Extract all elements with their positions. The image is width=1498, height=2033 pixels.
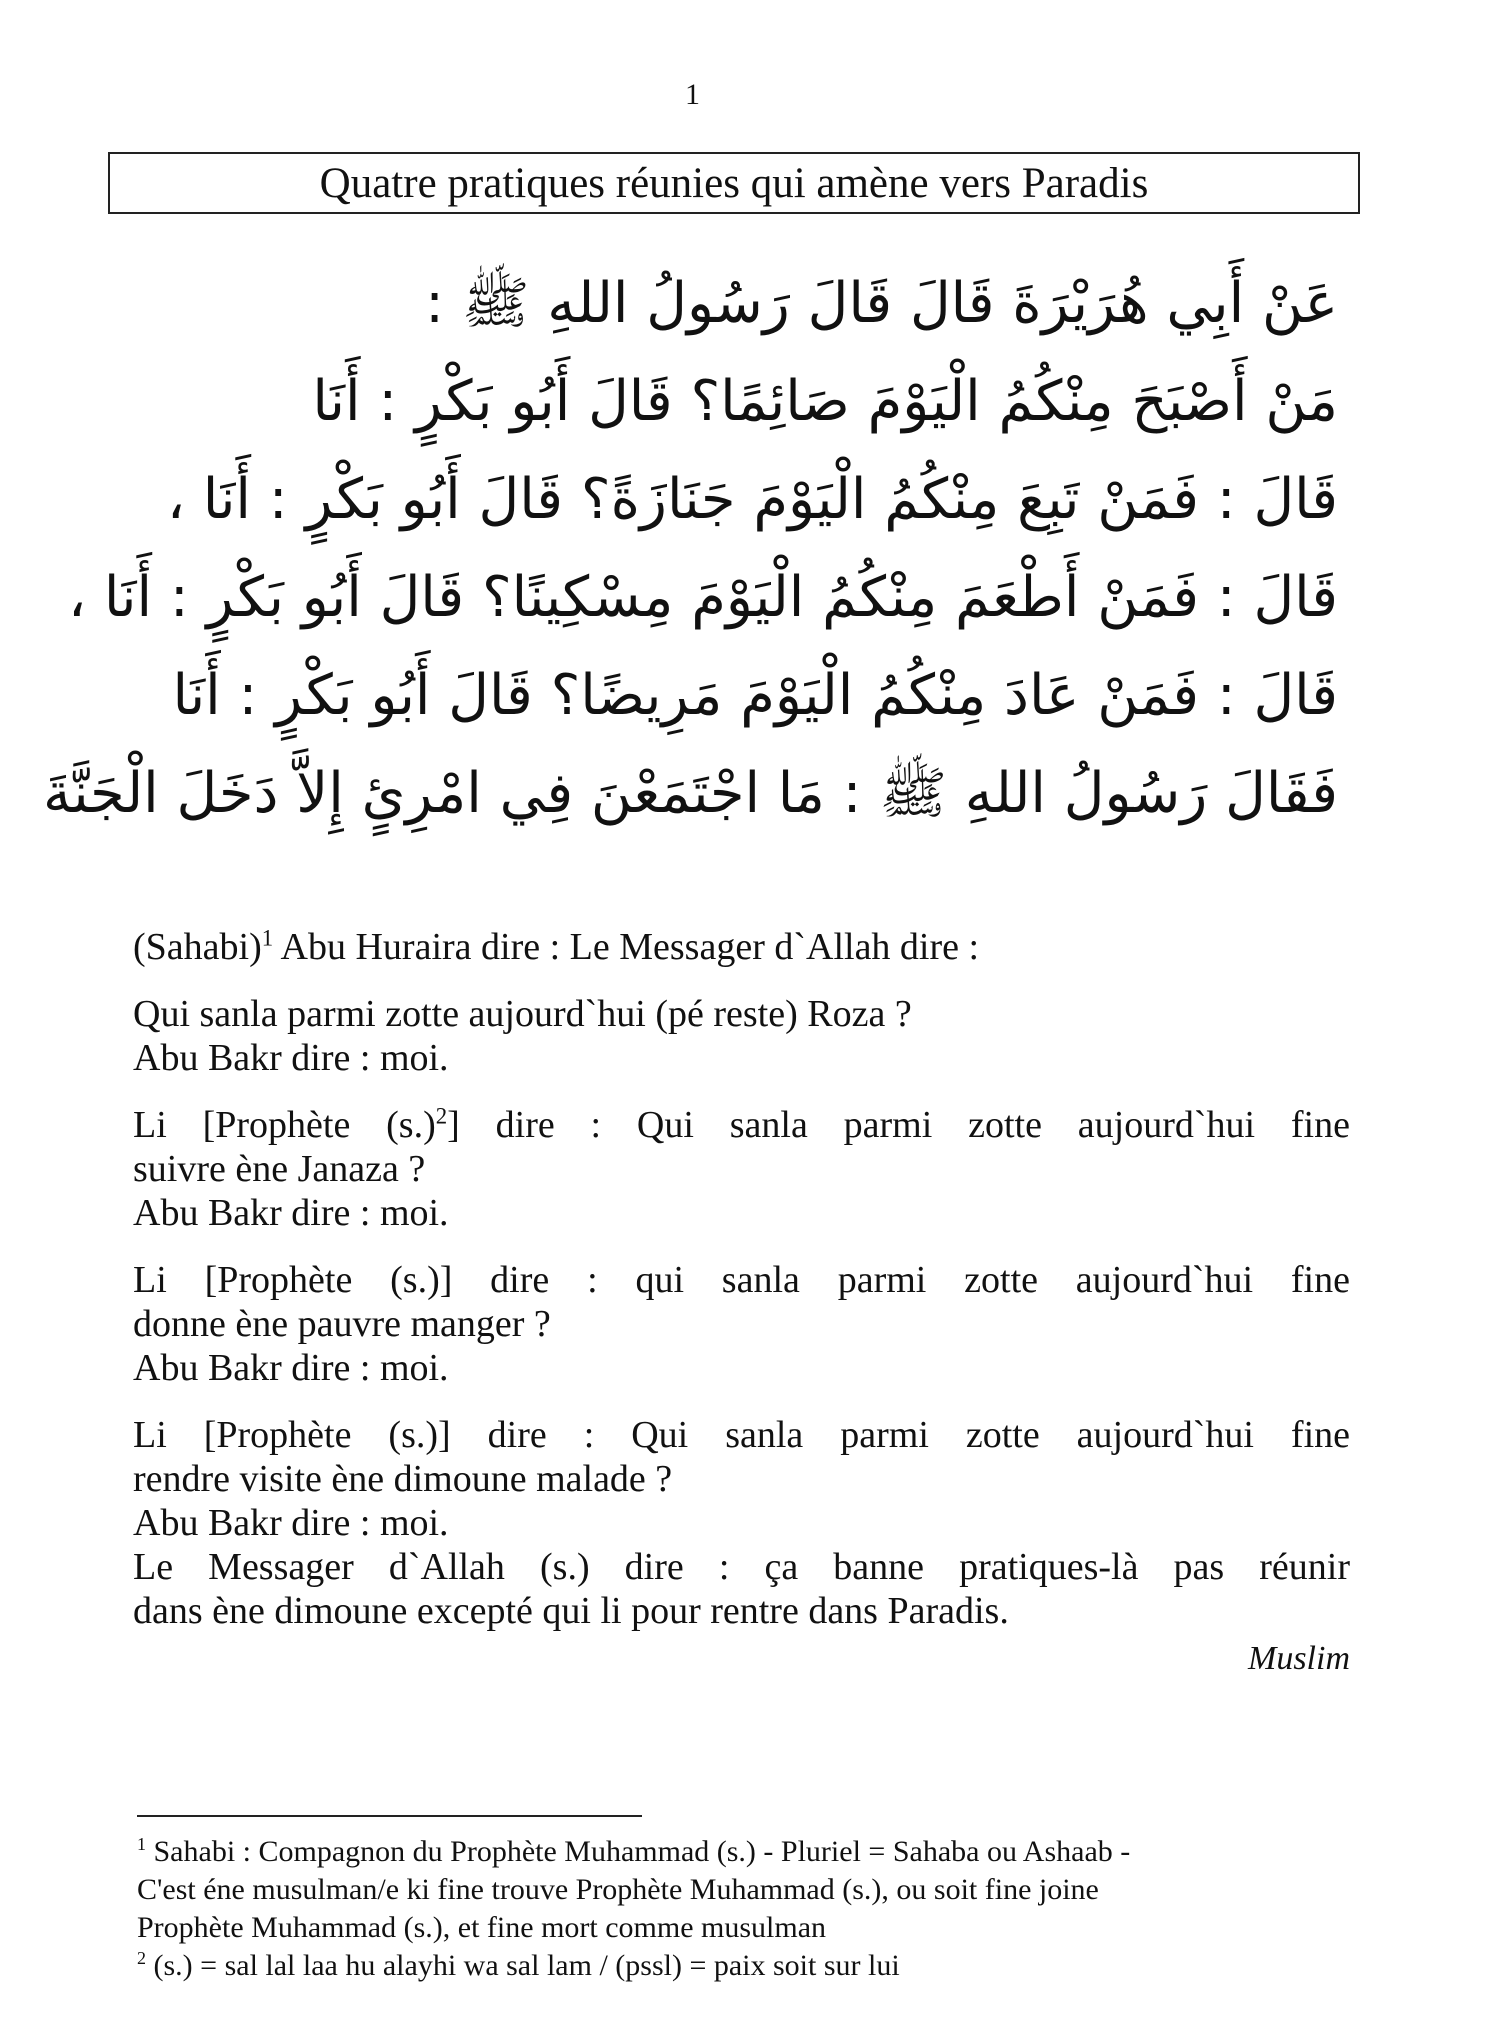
footnotes (137, 1833, 1317, 1985)
page-title (108, 152, 1360, 214)
footnote-1-line: Prophète Muhammad (s.), et fine mort comme musulman (137, 1911, 827, 1944)
intro-before: (Sahabi) (133, 926, 262, 968)
source-citation: Muslim (1248, 1640, 1350, 1677)
answer-3: Abu Bakr dire : moi. (133, 1347, 449, 1389)
arabic-line: مَنْ أَصْبَحَ مِنْكُمُ الْيَوْمَ صَائِمًا؟ قَالَ أَبُو بَكْرٍ : أَنَا (312, 369, 1338, 434)
question-4-line-1: Li [Prophète (s.)] dire : Qui sanla parmi zotte aujourd`hui fine (133, 1414, 1350, 1456)
footnote-1-line (137, 1833, 1317, 1871)
intro-paragraph (133, 925, 1350, 969)
conclusion-line-2: dans ène dimoune excepté qui li pour rentre dans Paradis. (133, 1590, 1009, 1632)
footnote-1-text: Sahabi : Compagnon du Prophète Muhammad (s.) - Pluriel = Sahaba ou Ashaab - (146, 1835, 1131, 1868)
footnote-ref-2: 2 (435, 1103, 448, 1129)
question-2-before: Li [Prophète (s.) (133, 1104, 436, 1146)
footnote-2-number: 2 (137, 1948, 146, 1968)
footnote-ref-1: 1 (261, 925, 274, 951)
question-4-line-2: rendre visite ène dimoune malade ? (133, 1458, 673, 1500)
arabic-line: قَالَ : فَمَنْ تَبِعَ مِنْكُمُ الْيَوْمَ جَنَازَةً؟ قَالَ أَبُو بَكْرٍ : أَنَا ، (166, 467, 1338, 532)
arabic-hadith-text (43, 255, 1338, 843)
question-4-paragraph (133, 1413, 1350, 1633)
conclusion-line-1: Le Messager d`Allah (s.) dire : ça banne pratiques-là pas réunir (133, 1546, 1350, 1588)
question-2-line-1 (133, 1103, 1350, 1147)
footnote-1-number: 1 (137, 1834, 146, 1854)
question-3-line-2: donne ène pauvre manger ? (133, 1303, 551, 1345)
answer-2: Abu Bakr dire : moi. (133, 1192, 449, 1234)
arabic-line: عَنْ أَبِي هُرَيْرَةَ قَالَ قَالَ رَسُولُ اللهِ ﷺ : (425, 271, 1338, 336)
translation-text (133, 925, 1350, 1681)
intro-after: Abu Huraira dire : Le Messager d`Allah dire : (273, 926, 980, 968)
question-2-after: ] dire : Qui sanla parmi zotte aujourd`hui fine (447, 1104, 1350, 1146)
answer-4: Abu Bakr dire : moi. (133, 1502, 449, 1544)
footnote-2-line (137, 1947, 1317, 1985)
question-2-line-2: suivre ène Janaza ? (133, 1148, 426, 1190)
page-title-text: Quatre pratiques réunies qui amène vers Paradis (319, 159, 1149, 207)
page-number: 1 (685, 78, 700, 111)
arabic-line: قَالَ : فَمَنْ أَطْعَمَ مِنْكُمُ الْيَوْمَ مِسْكِينًا؟ قَالَ أَبُو بَكْرٍ : أَنَا ، (67, 565, 1338, 630)
arabic-line: قَالَ : فَمَنْ عَادَ مِنْكُمُ الْيَوْمَ مَرِيضًا؟ قَالَ أَبُو بَكْرٍ : أَنَا (172, 663, 1338, 728)
answer-1: Abu Bakr dire : moi. (133, 1037, 449, 1079)
arabic-line: فَقَالَ رَسُولُ اللهِ ﷺ : مَا اجْتَمَعْنَ فِي امْرِئٍ إِلاَّ دَخَلَ الْجَنَّةَ (43, 761, 1338, 826)
question-1-paragraph (133, 992, 1350, 1080)
footnote-divider (137, 1815, 642, 1817)
footnote-1-line: C'est éne musulman/e ki fine trouve Prophète Muhammad (s.), ou soit fine joine (137, 1873, 1099, 1906)
question-3-paragraph (133, 1258, 1350, 1390)
footnote-2-text: (s.) = sal lal laa hu alayhi wa sal lam / (pssl) = paix soit sur lui (146, 1949, 900, 1982)
question-3-line-1: Li [Prophète (s.)] dire : qui sanla parmi zotte aujourd`hui fine (133, 1259, 1350, 1301)
question-1: Qui sanla parmi zotte aujourd`hui (pé reste) Roza ? (133, 993, 912, 1035)
question-2-paragraph (133, 1103, 1350, 1235)
